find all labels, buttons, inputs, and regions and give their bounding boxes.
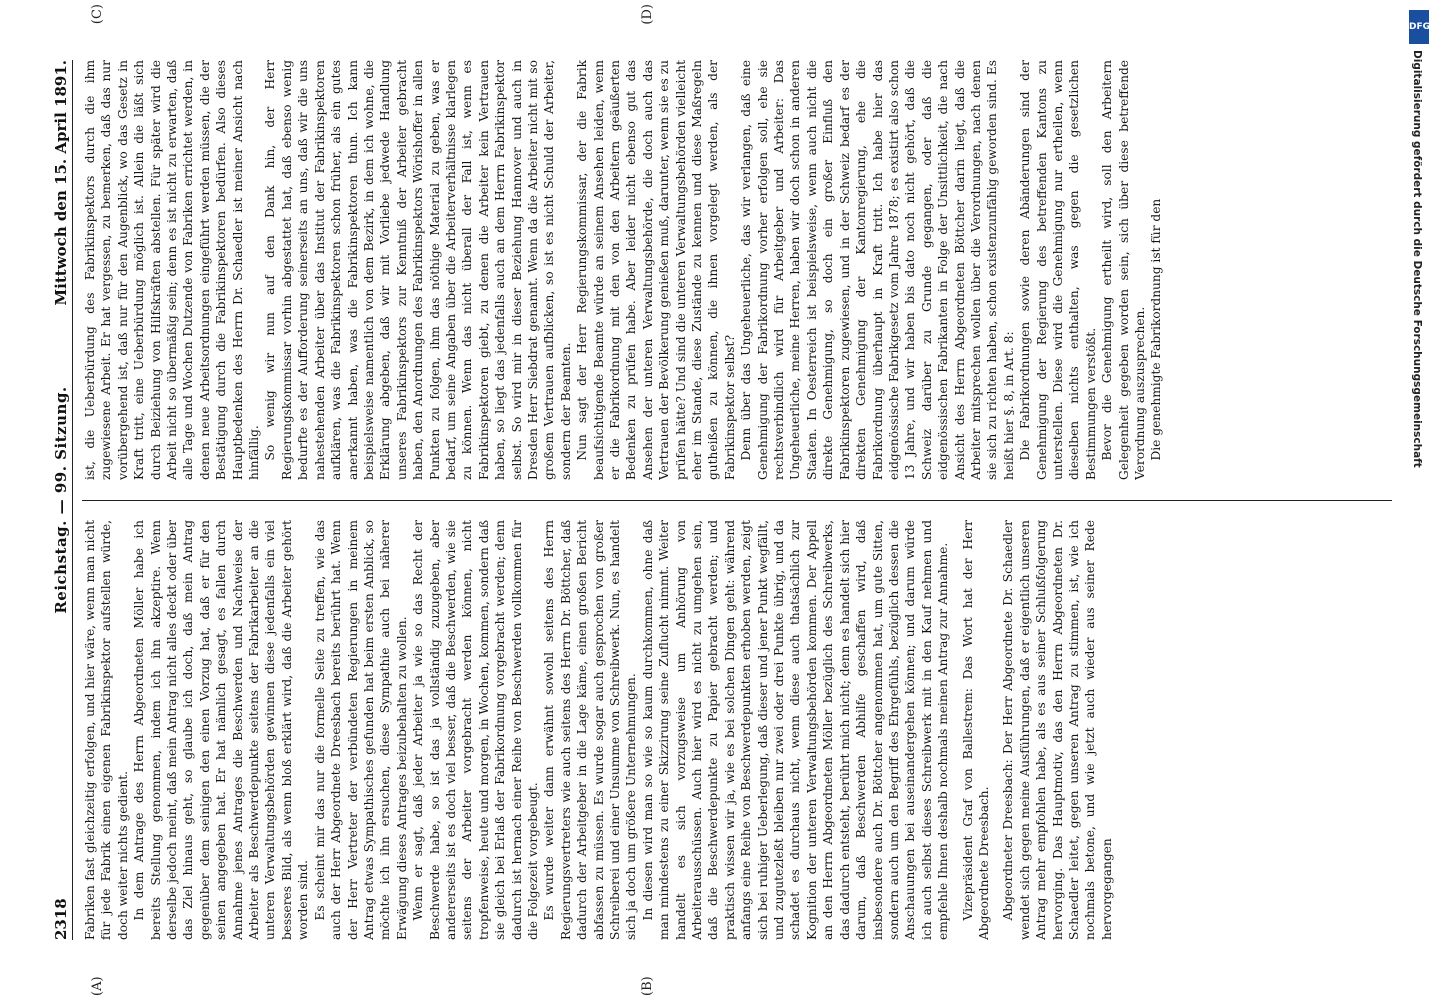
left-column	[82, 520, 1392, 940]
speaker-paragraph: Vizepräsident Graf von Ballestrem: Das Wort hat der Herr Abgeordnete Dreesbach.	[960, 520, 991, 940]
margin-mark-c: (C)	[90, 4, 105, 25]
session-title: Reichstag. — 99. Sitzung.	[52, 386, 70, 614]
quoted-paragraph: Die Fabrikordnungen sowie deren Abänderungen sind der Genehmigung der Regierung des betreffenden Kantons zu unterstellen. Diese wird die Genehmigung nur ertheilen, wenn dieselben nichts enthalten, was gegen die gesetzlichen Bestimmungen verstößt.	[1018, 60, 1098, 480]
margin-mark-b: (B)	[640, 976, 655, 996]
paragraph: Fabriken fast gleichzeitig erfolgen, und hier wäre, wenn man nicht für jede Fabrik einen eigenen Fabrikinspektor aufstellen würde, doch weiter nichts gedient.	[83, 520, 130, 940]
paragraph: Es scheint mir das nur die formelle Seite zu treffen, wie das auch der Herr Abgeordnete Dreesbach bereits berührt hat. Wenn der Herr Vertreter der verbündeten Regierungen in meinem Antrag etwas Sympathisches gefunden hat beim ersten Anblick, so möchte ich ihn ersuchen, diese Sympathie auch bei näherer Erwägung dieses Antrages beizubehalten zu wollen.	[312, 520, 409, 940]
paragraph: Wenn er sagt, daß jeder Arbeiter ja wie so das Recht der Beschwerde habe, so ist das ja vollständig zuzugeben, aber andererseits ist es doch viel besser, daß die Beschwerden, wie sie seitens der Arbeiter vorgebracht werden können, nicht tropfenweise, heute und morgen, in Wochen, kommen, sondern daß sie gleich bei Erlaß der Fabrikordnung vorgebracht werden; denn dadurch ist hernach einer Reihe von Beschwerden vollkommen für die Folgezeit vorgebeugt.	[411, 520, 540, 940]
margin-mark-d: (D)	[640, 4, 655, 25]
paragraph: Die genehmigte Fabrikordnung ist für den	[1149, 198, 1164, 461]
margin-mark-a: (A)	[90, 976, 105, 996]
session-date: Mittwoch den 15. April 1891.	[52, 60, 70, 306]
paragraph: In diesen wird man so wie so kaum durchkommen, ohne daß man mindestens zu einer Skizzirung seine Zuflucht nimmt. Weiter handelt es sich vorzugsweise um Anhörung von Arbeiterausschüssen. Auch hier wird es nicht zu umgehen sein, daß die Beschwerdepunkte zu Papier gebracht werden; und praktisch wissen wir ja, wie es bei solchen Dingen geht: während anfangs eine Reihe von Beschwerdepunkten erhoben werden, zeigt sich bei ruhiger Ueberlegung, daß dieser und jener Punkt wegfällt, und zugutezleßt bleiben nur zwei oder drei Punkte übrig, und da schadet es durchaus nicht, wenn diese auch thatsächlich zur Kognition der unteren Verwaltungsbehörden kommen. Der Appell an den Herrn Abgeordneten Möller bezüglich des Schreibwerks, das dadurch entsteht, berührt mich nicht; denn es handelt sich hier darum, daß Beschwerden Abhilfe geschaffen wird, daß insbesondere auch Dr. Böttcher angenommen hat, um gute Sitten, sondern auch um den Begriff des Ehrgefühls, bezüglich dessen die Anschauungen bei auseinandergehen können; und darum würde ich auch selbst dieses Schreibwerk mit in den Kauf nehmen und empfehle Ihnen deshalb nochmals meinen Antrag zur Annahme.	[640, 520, 951, 940]
dfg-watermark	[1408, 10, 1430, 990]
paragraph: So wenig wir nun auf den Dank hin, der Herr Regierungskommissar vorhin abgestattet hat, daß ebenso wenig bedurfte es der Aufforderung seinerseits an uns, daß wir die uns nahestehenden Arbeiter über das Institut der Fabrikinspektoren aufklären, was die Fabrikinspektoren schon früher, als ein gutes anerkannt haben, was die Fabrikinspektoren thun. Ich kann beispielsweise namentlich von dem Bezirk, in dem ich wohne, die Erklärung abgeben, daß wir mit Vorliebe jedwede Handlung unseres Fabrikinspektors zur Kenntniß der Arbeiter gebracht haben, den Anordnungen des Fabrikinspektors Wörishoffer in allen Punkten zu folgen, ihm das nöthige Material zu geben, was er bedarf, um seine Angaben über die Arbeiterverhältnisse klarlegen zu können. Wenn das nicht überall der Fall ist, wenn es Fabrikinspektoren giebt, zu denen die Arbeiter kein Vertrauen haben, so liegt das jedenfalls auch an dem Herrn Fabrikinspektor selbst. So wird mir in dieser Beziehung Hannover und auch in Dresden Herr Siebdrat genannt. Wenn da die Arbeiter nicht mit so großem Vertrauen aufblicken, so ist es nicht Schuld der Arbeiter, sondern der Beamten.	[263, 60, 573, 480]
quoted-paragraph: Bevor die Genehmigung ertheilt wird, soll den Arbeitern Gelegenheit gegeben worden sein, sich über diese betreffende Verordnung auszusprechen.	[1100, 60, 1147, 480]
paragraph: ist, die Ueberbürdung des Fabrikinspektors durch die ihm zugewiesene Arbeit. Er hat vergessen, zu bemerken, daß das nur vorübergehend ist, daß nur für den Augenblick, wo das Gesetz in Kraft tritt, eine Ueberbürdung möglich ist. Allein die läßt sich durch Beiziehung von Hilfskräften abstellen. Für später wird die Arbeit nicht so übermäßig sein; denn es ist nicht zu erwarten, daß alle Tage und Wochen Dutzende von Fabriken errichtet werden, in denen neue Arbeitsordnungen eingeführt werden müssen, die der Bestätigung durch die Fabrikinspektoren bedürfen. Also dieses Hauptbedenken des Herrn Dr. Schaedler ist meiner Ansicht nach hinfällig.	[83, 60, 262, 480]
paragraph: Nun sagt der Herr Regierungskommissar, der die Fabrik beaufsichtigende Beamte würde an seinem Ansehen leiden, wenn er die Fabrikordnung mit den von den Arbeitern geäußerten Bedenken zu prüfen habe. Aber leider nicht ebenso gut das Ansehen der unteren Verwaltungsbehörde, die doch auch das Vertrauen der Bevölkerung genießen muß, darunter, wenn sie es zu prüfen hätte? Und sind die unteren Verwaltungsbehörden vielleicht eher im Stande, diese Zustände zu kennen und diese Maßregeln gutheißen zu können, die ihnen vorgelegt werden, als der Fabrikinspektor selbst?	[575, 60, 737, 480]
text-columns	[82, 60, 1392, 940]
paragraph: In dem Antrage des Herrn Abgeordneten Möller habe ich bereits Stellung genommen, indem ich ihn akzeptire. Wenn derselbe jedoch meint, daß mein Antrag nicht alles deckt oder über das Ziel hinaus geht, so glaube ich doch, daß mein Antrag gegenüber dem seinigen den einen Vorzug hat, daß er für den seinen angegeben hat. Er hat nämlich gesagt, es fallen durch Annahme jenes Antrages die Beschwerden und Nachweise der Arbeiter als Beschwerdepunkte seitens der Fabrikarbeiter an die unteren Verwaltungsbehörden gewinnen diese jedenfalls ein viel besseres Bild, als wenn bloß erklärt wird, daß die Arbeiter gehört worden sind.	[132, 520, 311, 940]
page-header	[48, 60, 73, 940]
right-column	[82, 60, 1392, 480]
speaker-paragraph: Abgeordneter Dreesbach: Der Herr Abgeordnete Dr. Schaedler wendet sich gegen meine Ausführungen, daß er eigentlich unseren Antrag mehr empfohlen habe, als es aus seiner Schlußfolgerung hervorging. Das Hauptmotiv, das den Herrn Abgeordneten Dr. Schaedler leitet, gegen unseren Antrag zu stimmen, ist, wie ich nochmals betone, und wie jetzt auch wieder aus seiner Rede hervorgegangen	[1001, 520, 1114, 940]
watermark-text: Digitalisierung gefördert durch die Deutsche Forschungsgemeinschaft	[1411, 50, 1423, 468]
dfg-logo: DFG	[1409, 10, 1429, 44]
paragraph: Denn über das Ungeheuerliche, das wir verlangen, daß eine Genehmigung der Fabrikordnung vorher erfolgen soll, ehe sie rechtsverbindlich wird für Arbeitgeber und Arbeiter: Das Ungeheuerliche, meine Herren, haben wir doch schon in anderen Staaten. In Oesterreich ist beispielsweise, wenn auch nicht die direkte Genehmigung, so doch ein großer Einfluß den Fabrikinspektoren zugewiesen, und in der Schweiz bedarf es der direkten Genehmigung der Kantonregierung, ehe die Fabrikordnung überhaupt in Kraft tritt. Ich habe hier das eidgenössische Fabrikgesetz vom Jahre 1878; es existirt also schon 13 Jahre, und wir haben bis dato noch nicht gehört, daß die Schweiz darüber zu Grunde gegangen, oder daß die eidgenössischen Fabrikanten in Folge der Unsittlichkeit, die nach Ansicht des Herrn Abgeordneten Böttcher darin liegt, daß die Arbeiter mitsprechen wollen über die Verordnungen, nach denen sie sich zu richten haben, schon existenzunfähig geworden sind. Es heißt hier §. 8, in Art. 8:	[739, 60, 1016, 480]
page-number: 2318	[52, 898, 70, 940]
paragraph: Es wurde weiter dann erwähnt sowohl seitens des Herrn Regierungsvertreters wie auch seitens des Herrn Dr. Böttcher, daß dadurch der Arbeitgeber in die Lage käme, einen großen Bericht abfassen zu müssen. Es wurde sogar auch gesprochen von großer Schreiberei und einer Unsumme von Schreibwerk. Nun, es handelt sich ja doch um größere Unternehmungen.	[542, 520, 639, 940]
column-divider	[82, 500, 1392, 501]
